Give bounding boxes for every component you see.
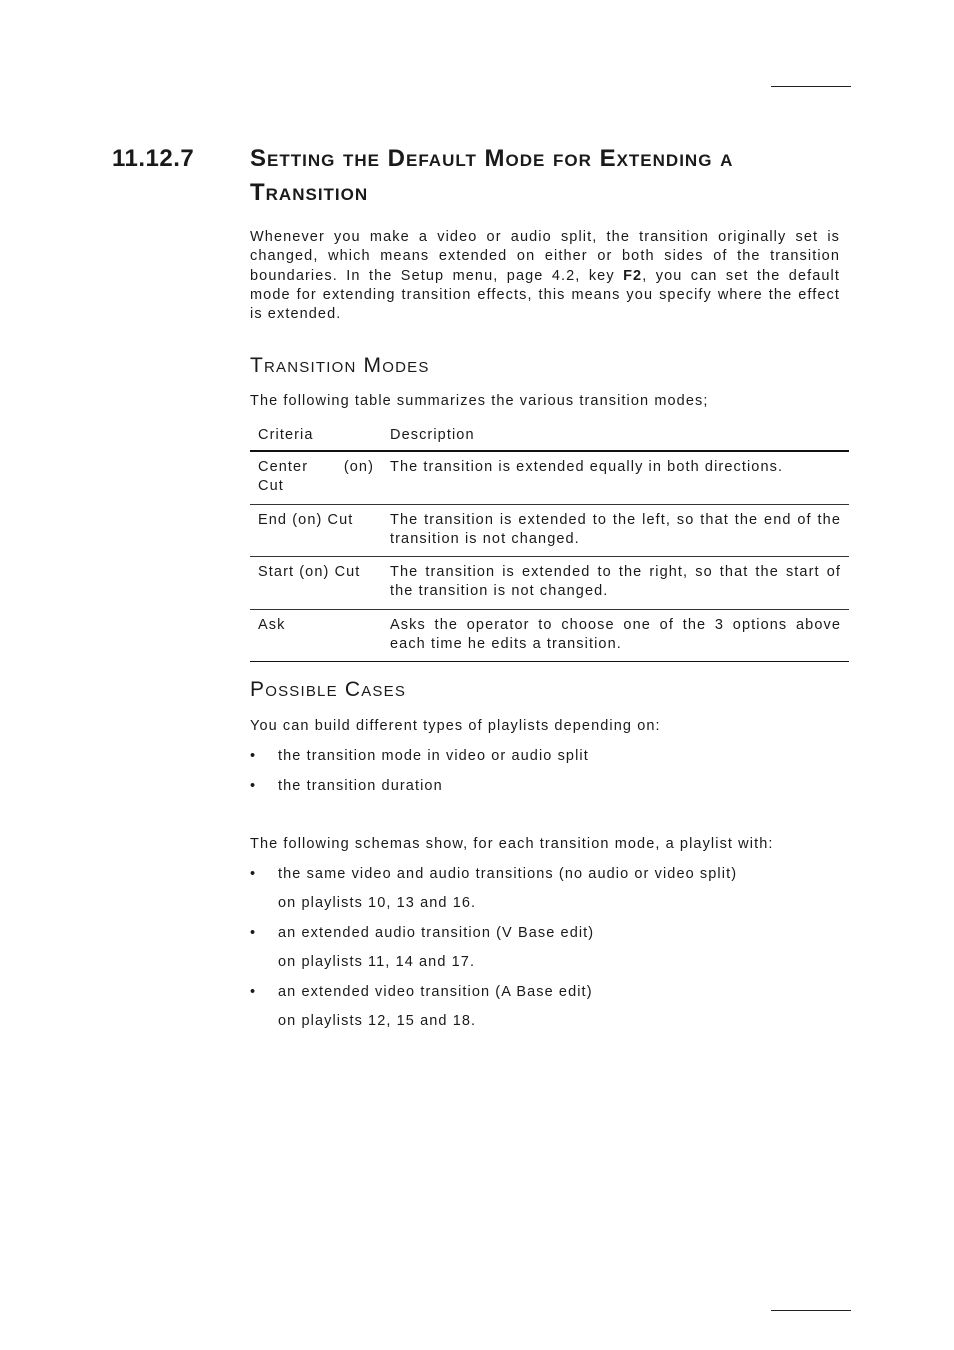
schemas-lead: The following schemas show, for each transition mode, a playlist with: (250, 836, 774, 852)
criteria-cell: Center (on) Cut (250, 451, 382, 504)
footer-rule (771, 1310, 851, 1311)
description-cell: The transition is extended to the right, so that the start of the transition is not changed. (382, 557, 849, 610)
section-title (250, 142, 830, 210)
column-header-description: Description (382, 420, 849, 451)
intro-text-after: , you can set the default mode for extending transition effects, this means you specify where the effect is extended. (250, 267, 840, 323)
bullet-icon: • (250, 925, 257, 941)
criteria-cell: Ask (250, 609, 382, 662)
table-row (250, 609, 849, 662)
list-item-subtext: on playlists 11, 14 and 17. (278, 954, 476, 970)
section-number: 11.12.7 (112, 145, 195, 172)
criteria-cell: Start (on) Cut (250, 557, 382, 610)
intro-text-before: Whenever you make a video or audio split, the transition originally set is changed, which means extended on either or both sides of the transition boundaries. In the Setup menu, page 4.2, key (250, 229, 840, 284)
table-row (250, 504, 849, 557)
section-title-line1: Setting the Default Mode for Extending a (250, 145, 734, 172)
list-item-text: the transition mode in video or audio split (278, 748, 589, 764)
possible-cases-heading: Possible Cases (250, 678, 407, 701)
bullet-icon: • (250, 778, 257, 794)
column-header-criteria: Criteria (250, 420, 382, 451)
intro-paragraph (250, 228, 840, 324)
list-item-text: an extended video transition (A Base edit) (278, 984, 593, 1000)
transition-modes-heading: Transition Modes (250, 354, 430, 377)
description-cell: Asks the operator to choose one of the 3 options above each time he edits a transition. (382, 609, 849, 662)
list-item-subtext: on playlists 12, 15 and 18. (278, 1013, 477, 1029)
transition-modes-table (250, 420, 849, 662)
bullet-icon: • (250, 984, 257, 1000)
table-header-row (250, 420, 849, 451)
list-item-text: the transition duration (278, 778, 443, 794)
table-row (250, 451, 849, 504)
modes-lead: The following table summarizes the various transition modes; (250, 393, 709, 409)
criteria-cell: End (on) Cut (250, 504, 382, 557)
list-item-text: the same video and audio transitions (no audio or video split) (278, 866, 738, 882)
list-item-text: an extended audio transition (V Base edit) (278, 925, 595, 941)
list-item-subtext: on playlists 10, 13 and 16. (278, 895, 477, 911)
header-rule (771, 86, 851, 87)
bullet-icon: • (250, 866, 257, 882)
table-row (250, 557, 849, 610)
cases-lead: You can build different types of playlists depending on: (250, 718, 661, 734)
description-cell: The transition is extended equally in both directions. (382, 451, 849, 504)
section-title-line2: Transition (250, 179, 369, 206)
description-cell: The transition is extended to the left, so that the end of the transition is not changed. (382, 504, 849, 557)
bullet-icon: • (250, 748, 257, 764)
key-label: F2 (623, 267, 643, 284)
